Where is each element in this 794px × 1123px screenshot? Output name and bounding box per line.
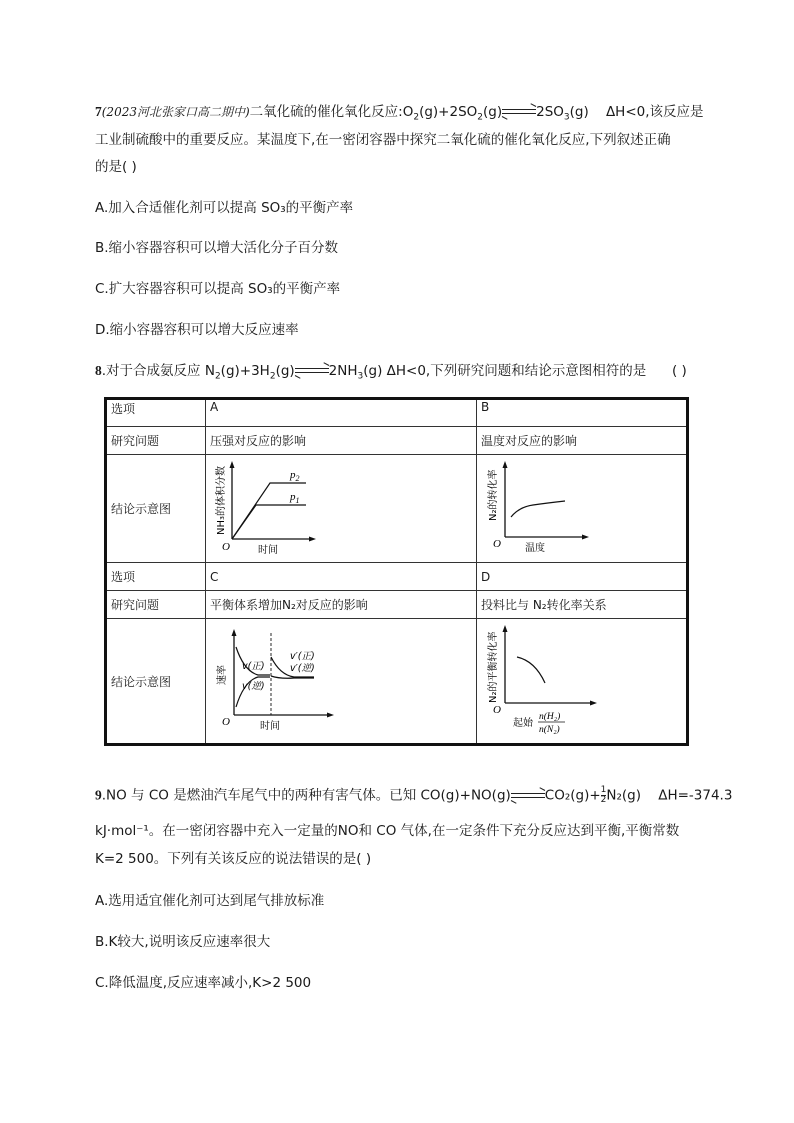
q9-text-pre: .NO 与 CO 是燃油汽车尾气中的两种有害气体。已知 CO(g)+NO(g) bbox=[101, 787, 511, 804]
y-axis-label: NH₃的体积分数 bbox=[216, 465, 227, 535]
q9-option-b: B.K较大,说明该反应速率很大 bbox=[95, 934, 271, 950]
q9-delta-h: ΔH=-374.3 bbox=[658, 787, 733, 804]
x-axis-arrow-icon bbox=[327, 713, 334, 718]
q9-option-c: C.降低温度,反应速率减小,K>2 500 bbox=[95, 975, 312, 991]
frac-den: 2 bbox=[600, 795, 607, 805]
q7-line-3: 的是( ) bbox=[95, 159, 137, 175]
origin-label: O bbox=[493, 538, 501, 550]
equilibrium-arrow-icon bbox=[502, 107, 536, 117]
cell-graph-b bbox=[477, 455, 688, 563]
q9-line-3: K=2 500。下列有关该反应的说法错误的是( ) bbox=[95, 851, 372, 867]
q7-source: (2023河北张家口高二期中) bbox=[101, 105, 250, 119]
table-row bbox=[106, 399, 688, 427]
cell-question-a: 压强对反应的影响 bbox=[206, 427, 477, 455]
q8-n2-sub: 2 bbox=[214, 371, 221, 382]
q7-o2-sub: 2 bbox=[413, 112, 420, 123]
q7-number: 7 bbox=[95, 104, 102, 119]
cell-option-c: C bbox=[206, 563, 477, 591]
x-axis-arrow-icon bbox=[309, 537, 316, 542]
x-axis-label: 温度 bbox=[525, 543, 545, 554]
q8-h2-sub: 2 bbox=[269, 371, 276, 382]
q9-line-1 bbox=[95, 786, 732, 805]
y-axis-arrow-icon bbox=[503, 461, 508, 468]
q7-option-a: A.加入合适催化剂可以提高 SO₃的平衡产率 bbox=[95, 200, 354, 216]
q7-eq-mid1: (g)+2SO bbox=[419, 104, 478, 120]
q8-stem-pre: .对于合成氨反应 N bbox=[101, 363, 215, 379]
cell-option-header: 选项 bbox=[106, 563, 206, 591]
q7-text: 二氧化硫的催化氧化反应:O bbox=[249, 104, 414, 120]
q7-line-2: 工业制硫酸中的重要反应。某温度下,在一密闭容器中探究二氧化硫的催化氧化反应,下列叙述正确 bbox=[95, 132, 671, 148]
equilibrium-arrow-icon bbox=[511, 791, 545, 801]
cell-question-c: 平衡体系增加N₂对反应的影响 bbox=[206, 591, 477, 619]
x-axis-arrow-icon bbox=[582, 535, 589, 540]
q9-text-prod: CO₂(g)+ bbox=[544, 787, 601, 804]
q9-line-2: kJ·mol⁻¹。在一密闭容器中充入一定量的NO和 CO 气体,在一定条件下充分反应达到平衡,平衡常数 bbox=[95, 823, 680, 839]
q9-number: 9 bbox=[95, 787, 102, 803]
cell-question-header: 研究问题 bbox=[106, 591, 206, 619]
y-axis-arrow-icon bbox=[232, 629, 237, 636]
q7-so2-sub: 2 bbox=[477, 112, 484, 123]
q7-option-c: C.扩大容器容积可以提高 SO₃的平衡产率 bbox=[95, 281, 341, 297]
cell-figure-header: 结论示意图 bbox=[106, 455, 206, 563]
label-v2-forward: v′(正) bbox=[290, 651, 315, 662]
q8-table bbox=[104, 397, 689, 746]
q7-eq-prod: 2SO bbox=[536, 104, 564, 120]
q7-eq-end: (g) bbox=[569, 104, 589, 120]
table-row bbox=[106, 563, 688, 591]
y-axis-label: N₂的平衡转化率 bbox=[488, 631, 499, 703]
y-axis-label: N₂的转化率 bbox=[488, 469, 499, 521]
cell-option-d: D bbox=[477, 563, 688, 591]
q8-stem-mid: (g)+3H bbox=[220, 363, 270, 379]
cell-figure-header: 结论示意图 bbox=[106, 619, 206, 745]
label-v-reverse: v(逆) bbox=[242, 681, 265, 692]
origin-label: O bbox=[493, 704, 501, 716]
cell-option-b: B bbox=[477, 399, 688, 427]
q8-stem-prod: 2NH bbox=[328, 363, 358, 379]
q9-text-n2: N₂(g) bbox=[606, 787, 642, 804]
label-v-forward: v(正) bbox=[242, 661, 265, 672]
q7-so3-sub: 3 bbox=[563, 112, 570, 123]
x-axis-label-prefix: 起始 bbox=[513, 718, 533, 729]
q8-number: 8 bbox=[95, 363, 102, 378]
origin-label: O bbox=[222, 716, 230, 728]
curve-conversion bbox=[511, 501, 565, 517]
origin-label: O bbox=[222, 541, 230, 553]
label-p1: $p_1$ bbox=[290, 491, 300, 505]
cell-option-a: A bbox=[206, 399, 477, 427]
x-axis-label: 时间 bbox=[260, 721, 280, 732]
q8-stem bbox=[95, 362, 687, 386]
cell-question-b: 温度对反应的影响 bbox=[477, 427, 688, 455]
x-axis-frac-den: n(N₂) bbox=[539, 725, 560, 735]
cell-question-header: 研究问题 bbox=[106, 427, 206, 455]
cell-graph-c bbox=[206, 619, 477, 745]
q8-nh3-sub: 3 bbox=[357, 371, 364, 382]
x-axis-label: 时间 bbox=[258, 545, 278, 556]
cell-graph-a bbox=[206, 455, 477, 563]
q8-stem-post: (g) ΔH<0,下列研究问题和结论示意图相符的是 bbox=[363, 363, 647, 379]
y-axis-arrow-icon bbox=[503, 625, 508, 632]
y-axis-label: 速率 bbox=[217, 665, 228, 685]
x-axis-frac-num: n(H₂) bbox=[539, 712, 561, 722]
cell-question-d: 投料比与 N₂转化率关系 bbox=[477, 591, 688, 619]
table-row bbox=[106, 619, 688, 745]
table-row bbox=[106, 427, 688, 455]
equilibrium-arrow-icon bbox=[295, 366, 329, 376]
label-v2-reverse: v′(逆) bbox=[290, 663, 315, 674]
curve-conversion bbox=[517, 657, 545, 683]
q8-answer-paren: ( ) bbox=[671, 363, 687, 379]
cell-graph-d bbox=[477, 619, 688, 745]
y-axis-arrow-icon bbox=[230, 461, 235, 468]
q7-option-b: B.缩小容器容积可以增大活化分子百分数 bbox=[95, 240, 339, 256]
q7-delta-h: ΔH<0,该反应是 bbox=[605, 104, 704, 120]
label-p2: $p_2$ bbox=[290, 469, 300, 483]
graph-a bbox=[210, 455, 330, 559]
cell-option-header: 选项 bbox=[106, 399, 206, 427]
frac-num: 1 bbox=[600, 785, 607, 795]
q7-eq-mid2: (g) bbox=[483, 104, 503, 120]
table-row bbox=[106, 455, 688, 563]
graph-b bbox=[481, 455, 601, 559]
q9-option-a: A.选用适宜催化剂可达到尾气排放标准 bbox=[95, 893, 325, 909]
x-axis-arrow-icon bbox=[590, 701, 597, 706]
graph-d bbox=[481, 619, 641, 739]
graph-c bbox=[210, 619, 350, 739]
table-row bbox=[106, 591, 688, 619]
q8-stem-g: (g) bbox=[275, 363, 295, 379]
q7-option-d: D.缩小容器容积可以增大反应速率 bbox=[95, 322, 299, 338]
q7-line-1 bbox=[95, 103, 704, 127]
